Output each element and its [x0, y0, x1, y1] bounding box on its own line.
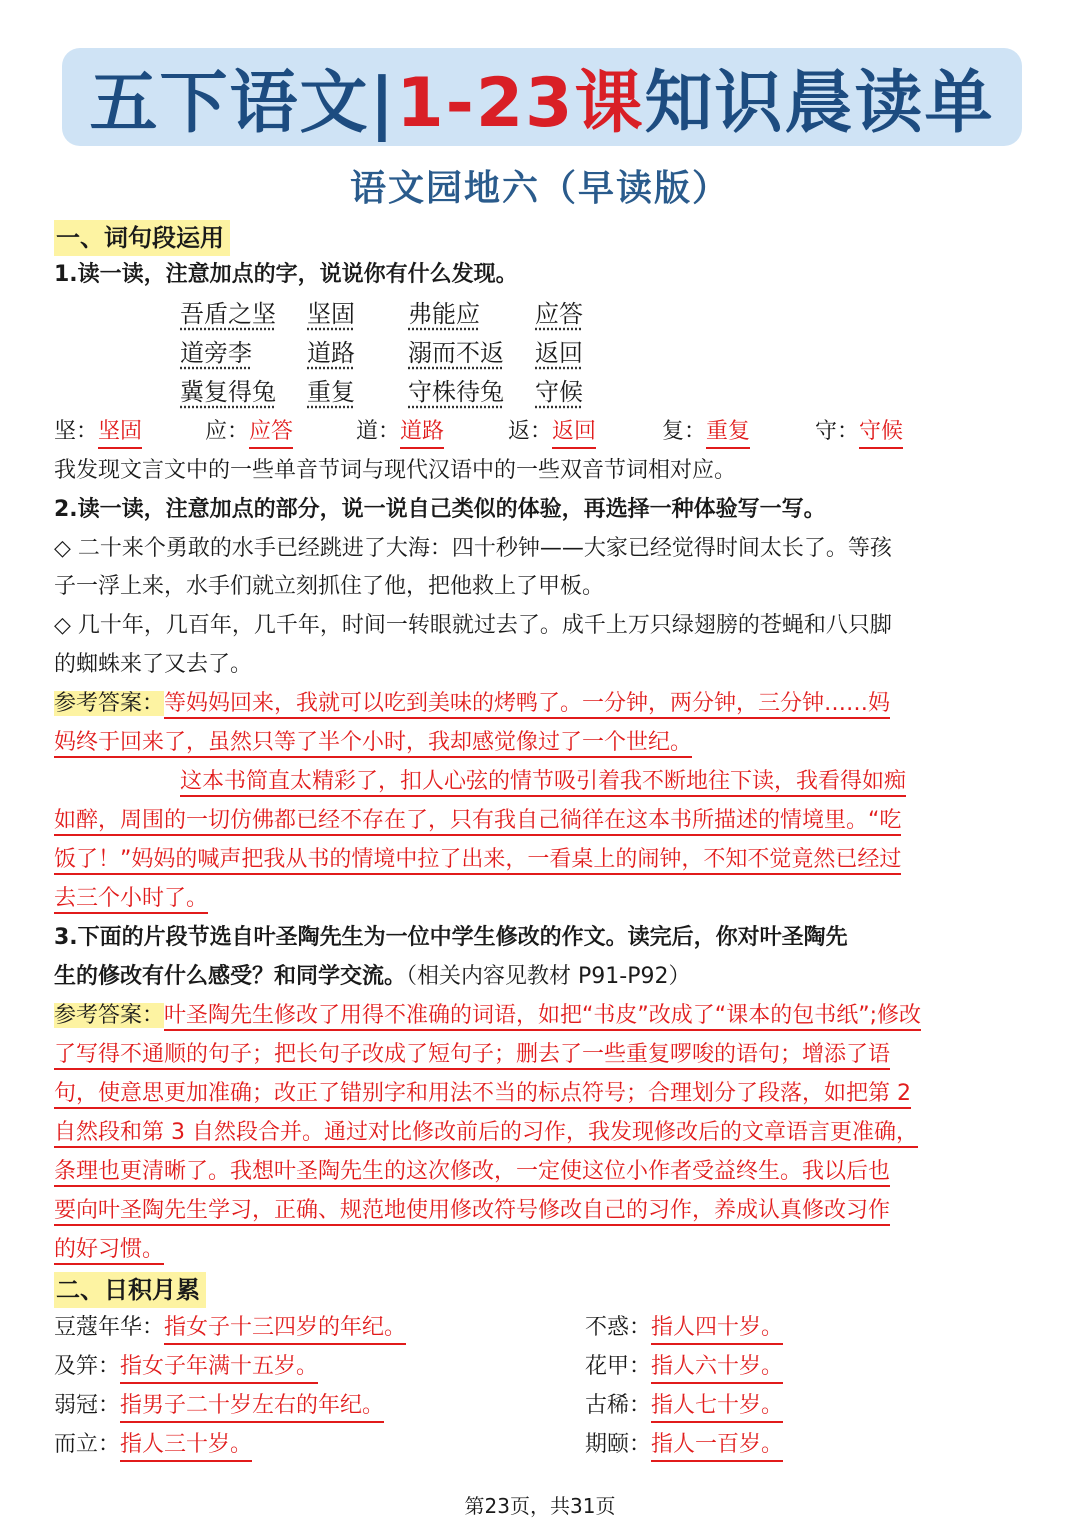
idiom-item: 而立：指人三十岁。 — [54, 1430, 252, 1462]
question-2: 2.读一读，注意加点的部分，说一说自己类似的体验，再选择一种体验写一写。 — [54, 497, 826, 522]
grid-word: 坚固 — [307, 300, 355, 328]
answer-pair: 守：守候 — [815, 417, 903, 449]
grid-word: 守候 — [535, 378, 583, 406]
grid-word: 溺而不返 — [408, 339, 504, 367]
idiom-item: 不惑：指人四十岁。 — [585, 1313, 783, 1345]
grid-word: 道路 — [307, 339, 355, 367]
answer-pair: 道：道路 — [356, 417, 444, 449]
answer-3-line-7: 的好习惯。 — [54, 1235, 164, 1265]
answer-2-line-1: 参考答案：等妈妈回来，我就可以吃到美味的烤鸭了。一分钟，两分钟，三分钟……妈 — [54, 689, 890, 719]
answer-pair: 应：应答 — [205, 417, 293, 449]
idiom-item: 古稀：指人七十岁。 — [585, 1391, 783, 1423]
finding-text: 我发现文言文中的一些单音节词与现代汉语中的一些双音节词相对应。 — [54, 458, 737, 483]
grid-word: 重复 — [307, 378, 355, 406]
grid-word: 吾盾之坚 — [180, 300, 276, 328]
grid-word: 守株待兔 — [408, 378, 504, 406]
page-subtitle: 语文园地六（早读版） — [349, 168, 730, 209]
answer-3-line-3: 句，使意思更加准确；改正了错别字和用法不当的标点符号；合理划分了段落，如把第 2 — [54, 1079, 911, 1109]
example-2-line-2: 的蜘蛛来了又去了。 — [54, 652, 253, 677]
idiom-item: 弱冠：指男子二十岁左右的年纪。 — [54, 1391, 384, 1423]
answer-3-line-2: 了写得不通顺的句子；把长句子改成了短句子；删去了一些重复啰唆的语句；增添了语 — [54, 1040, 890, 1070]
answer-pair: 坚：坚固 — [54, 417, 142, 449]
grid-word: 返回 — [535, 339, 583, 367]
answer-3-line-5: 条理也更清晰了。我想叶圣陶先生的这次修改，一定使这位小作者受益终生。我以后也 — [54, 1157, 890, 1187]
title-banner — [62, 48, 1022, 146]
answer-pair: 返：返回 — [508, 417, 596, 449]
answer-3-line-4: 自然段和第 3 自然段合并。通过对比修改前后的习作，我发现修改后的文章语言更准确， — [54, 1118, 918, 1148]
section2-heading: 二、日积月累 — [54, 1272, 206, 1308]
page-number: 第23页，共31页 — [464, 1494, 616, 1518]
idiom-item: 花甲：指人六十岁。 — [585, 1352, 783, 1384]
grid-word: 道旁李 — [180, 339, 252, 367]
question-1: 1.读一读，注意加点的字，说说你有什么发现。 — [54, 262, 518, 287]
reference-answer-label: 参考答案： — [54, 1003, 165, 1028]
answer-2-line-6: 去三个小时了。 — [54, 884, 208, 914]
idiom-item: 及笄：指女子年满十五岁。 — [54, 1352, 318, 1384]
title-lessons: 1-23课 — [396, 63, 645, 143]
title-right: 知识晨读单 — [644, 63, 995, 143]
question-3-line-1: 3.下面的片段节选自叶圣陶先生为一位中学生修改的作文。读完后，你对叶圣陶先 — [54, 925, 848, 950]
grid-word: 冀复得兔 — [180, 378, 276, 406]
grid-word: 应答 — [535, 300, 583, 328]
answer-2-line-3: 这本书简直太精彩了，扣人心弦的情节吸引着我不断地往下读，我看得如痴 — [180, 767, 906, 797]
grid-word: 弗能应 — [408, 300, 480, 328]
reference-answer-label: 参考答案： — [54, 691, 165, 716]
answer-2-line-5: 饭了！”妈妈的喊声把我从书的情境中拉了出来，一看桌上的闹钟，不知不觉竟然已经过 — [54, 845, 901, 875]
answer-2-line-4: 如醉，周围的一切仿佛都已经不存在了，只有我自己徜徉在这本书所描述的情境里。“吃 — [54, 806, 901, 836]
example-1-line-1: ◇ 二十来个勇敢的水手已经跳进了大海：四十秒钟——大家已经觉得时间太长了。等孩 — [54, 536, 892, 561]
section1-heading: 一、词句段运用 — [54, 220, 230, 256]
answer-2-line-2: 妈终于回来了，虽然只等了半个小时，我却感觉像过了一个世纪。 — [54, 728, 692, 758]
title-left: 五下语文| — [89, 63, 397, 143]
idiom-item: 期颐：指人一百岁。 — [585, 1430, 783, 1462]
question-3-line-2: 生的修改有什么感受？和同学交流。（相关内容见教材 P91-P92） — [54, 964, 691, 989]
example-1-line-2: 子一浮上来，水手们就立刻抓住了他，把他救上了甲板。 — [54, 574, 605, 599]
answer-3-line-6: 要向叶圣陶先生学习，正确、规范地使用修改符号修改自己的习作，养成认真修改习作 — [54, 1196, 890, 1226]
answer-pair: 复：重复 — [662, 417, 750, 449]
idiom-item: 豆蔻年华：指女子十三四岁的年纪。 — [54, 1313, 406, 1345]
answer-3-line-1: 参考答案：叶圣陶先生修改了用得不准确的词语，如把“书皮”改成了“课本的包书纸”;修改 — [54, 1001, 921, 1031]
example-2-line-1: ◇ 几十年，几百年，几千年，时间一转眼就过去了。成千上万只绿翅膀的苍蝇和八只脚 — [54, 613, 892, 638]
